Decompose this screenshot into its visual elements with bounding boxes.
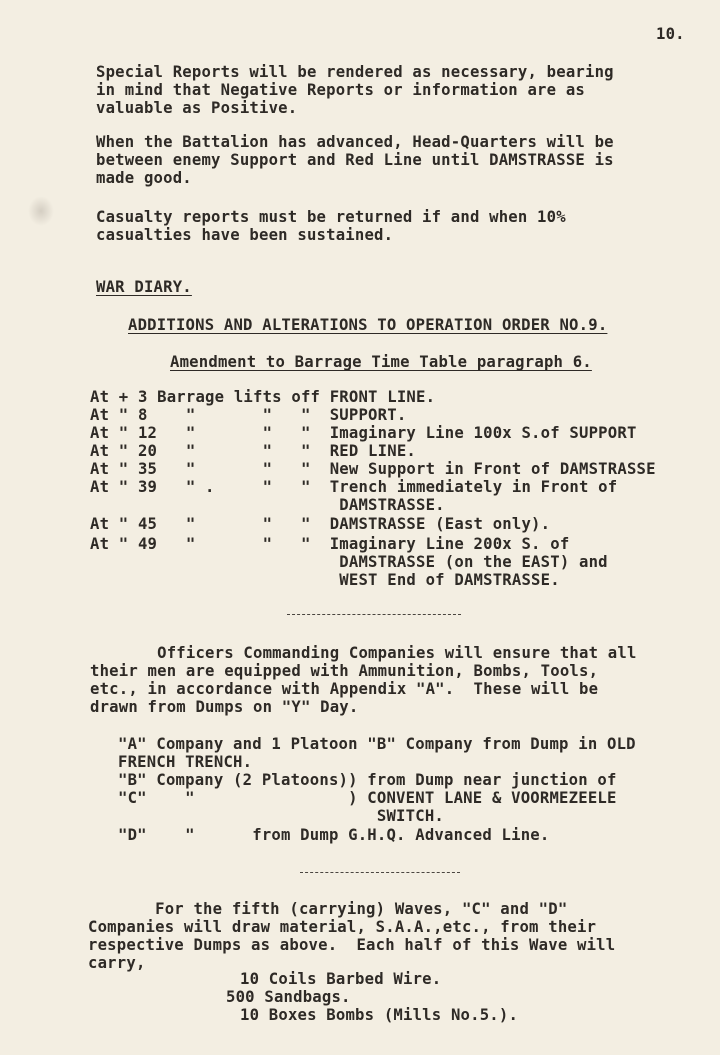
officers-line-3: etc., in accordance with Appendix "A". These will be <box>90 680 599 698</box>
dump-line: SWITCH. <box>118 807 444 825</box>
fifth-waves-line-1: For the fifth (carrying) Waves, "C" and "D" <box>88 900 568 918</box>
headquarters-line-2: between enemy Support and Red Line until DAMSTRASSE is <box>96 151 614 169</box>
casualty-line-2: casualties have been sustained. <box>96 226 394 244</box>
barrage-line: DAMSTRASSE. <box>90 496 445 514</box>
special-reports-line-1: Special Reports will be rendered as necessary, bearing <box>96 63 614 81</box>
dump-line: "C" " ) CONVENT LANE & VOORMEZEELE <box>118 789 617 807</box>
special-reports-line-3: valuable as Positive. <box>96 99 298 117</box>
dump-line: FRENCH TRENCH. <box>118 753 253 771</box>
casualty-line-1: Casualty reports must be returned if and when 10% <box>96 208 566 226</box>
section-divider <box>300 872 460 873</box>
barrage-line: DAMSTRASSE (on the EAST) and <box>90 553 608 571</box>
page-number: 10. <box>656 25 685 43</box>
war-diary-heading: WAR DIARY. <box>96 278 192 296</box>
barrage-line: WEST End of DAMSTRASSE. <box>90 571 560 589</box>
dump-line: "B" Company (2 Platoons)) from Dump near junction of <box>118 771 617 789</box>
barrage-line: At " 49 " " " Imaginary Line 200x S. of <box>90 535 570 553</box>
carry-item: 10 Coils Barbed Wire. <box>240 970 442 988</box>
headquarters-line-1: When the Battalion has advanced, Head-Quarters will be <box>96 133 614 151</box>
barrage-line: At " 12 " " " Imaginary Line 100x S.of SUPPORT <box>90 424 637 442</box>
section-divider <box>287 614 461 615</box>
carry-item: 10 Boxes Bombs (Mills No.5.). <box>240 1006 519 1024</box>
barrage-line: At " 20 " " " RED LINE. <box>90 442 416 460</box>
paper-smudge <box>28 196 54 226</box>
fifth-waves-line-3: respective Dumps as above. Each half of this Wave will <box>88 936 616 954</box>
officers-line-2: their men are equipped with Ammunition, Bombs, Tools, <box>90 662 599 680</box>
carry-item: 500 Sandbags. <box>226 988 351 1006</box>
barrage-line: At " 35 " " " New Support in Front of DAMSTRASSE <box>90 460 656 478</box>
additions-heading: ADDITIONS AND ALTERATIONS TO OPERATION ORDER NO.9. <box>128 316 608 334</box>
officers-line-4: drawn from Dumps on "Y" Day. <box>90 698 359 716</box>
amendment-heading: Amendment to Barrage Time Table paragraph 6. <box>170 353 592 371</box>
fifth-waves-line-2: Companies will draw material, S.A.A.,etc., from their <box>88 918 597 936</box>
barrage-line: At " 45 " " " DAMSTRASSE (East only). <box>90 515 551 533</box>
barrage-line: At + 3 Barrage lifts off FRONT LINE. <box>90 388 436 406</box>
dump-line: "A" Company and 1 Platoon "B" Company from Dump in OLD <box>118 735 636 753</box>
barrage-line: At " 8 " " " SUPPORT. <box>90 406 407 424</box>
officers-line-1: Officers Commanding Companies will ensure that all <box>90 644 637 662</box>
dump-line: "D" " from Dump G.H.Q. Advanced Line. <box>118 826 550 844</box>
barrage-line: At " 39 " . " " Trench immediately in Front of <box>90 478 618 496</box>
fifth-waves-line-4: carry, <box>88 954 146 972</box>
headquarters-line-3: made good. <box>96 169 192 187</box>
special-reports-line-2: in mind that Negative Reports or information are as <box>96 81 585 99</box>
